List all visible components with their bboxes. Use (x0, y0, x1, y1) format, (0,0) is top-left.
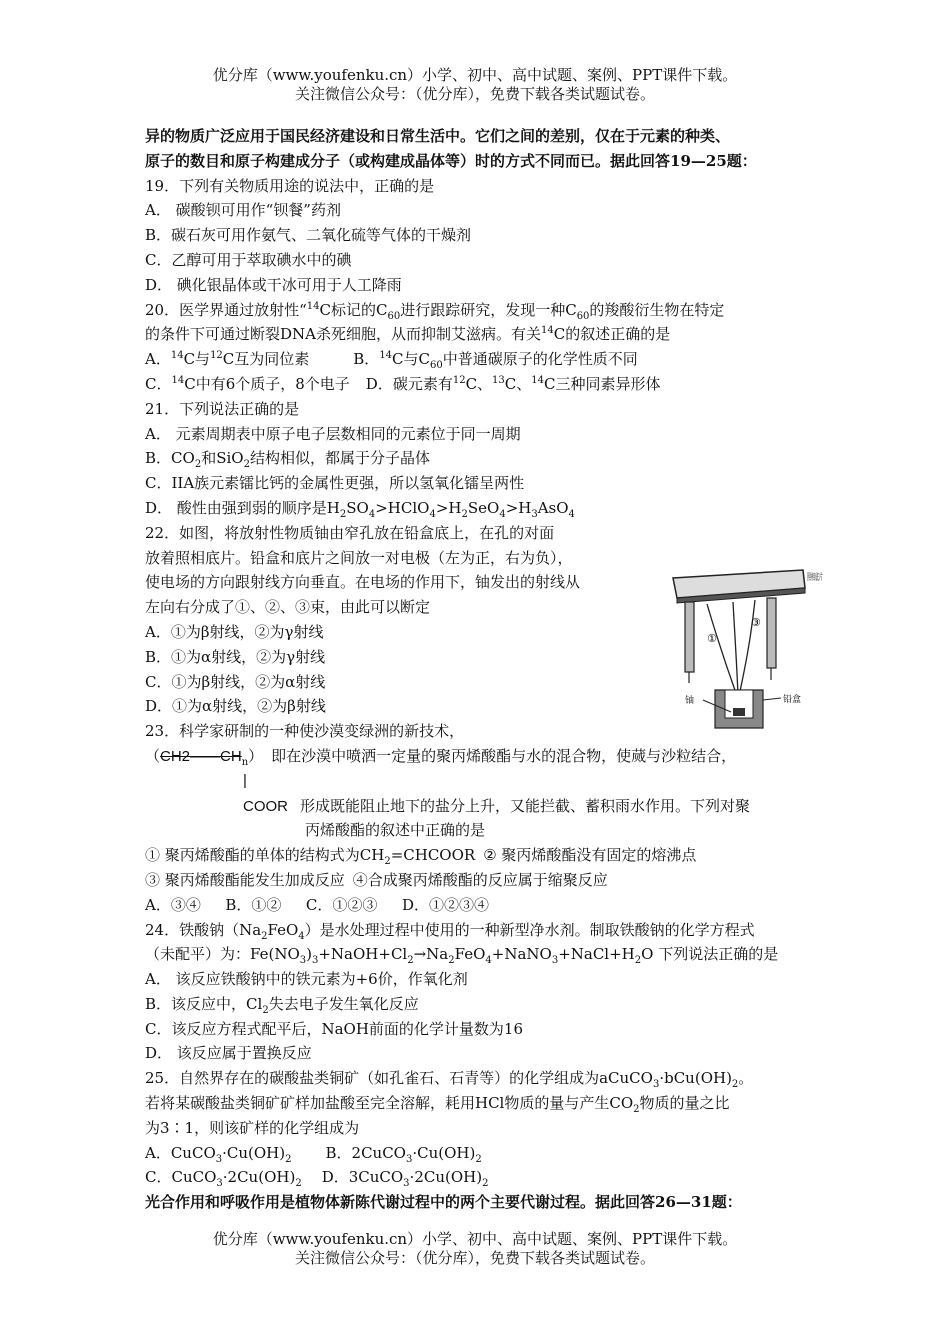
text: C．CuCO (145, 1168, 217, 1187)
text: D． 酸性由强到弱的顺序是H (145, 498, 340, 517)
text: >H (505, 498, 532, 517)
q20-options-ab (145, 347, 825, 372)
text: 中普通碳原子的化学性质不同 (442, 350, 638, 369)
q20-stem-line-1 (145, 298, 825, 323)
sup: 14 (306, 300, 320, 312)
page-header (0, 66, 950, 104)
q19-option-b: B．碳石灰可用作氨气、二氧化硫等气体的干燥剂 (145, 226, 472, 245)
sub: 3 (405, 1153, 413, 1165)
sub: 3 (403, 1178, 410, 1190)
q22-option-b: B．①为α射线，②为γ射线 (145, 647, 326, 666)
text: FeO (454, 945, 486, 964)
text: B． (353, 350, 380, 369)
text: →Na (413, 945, 449, 964)
text: ② 聚丙烯酸酯没有固定的熔沸点 (483, 846, 697, 865)
text: 形成既能阻止地下的盐分上升，又能拦截、蓄积雨水作用。下列对聚 (300, 796, 751, 815)
sub: 4 (485, 955, 492, 967)
sub: 4 (368, 508, 376, 520)
text: D．碳元素有 (365, 374, 453, 393)
header-line-1: 优分库（www.youfenku.cn）小学、初中、高中试题、案例、PPT课件下载。 (212, 66, 738, 84)
q23-answers: A．③④ B．①② C．①②③ D．①②③④ (145, 895, 489, 914)
q24-stem-line-2 (145, 942, 825, 967)
film-label: 照相底片 (807, 573, 844, 583)
sup: 14 (541, 325, 554, 337)
sub: 2 (262, 1004, 269, 1016)
text: 的羧酸衍生物在特定 (589, 300, 725, 319)
footer-line-1: 优分库（www.youfenku.cn）小学、初中、高中试题、案例、PPT课件下载。 (212, 1230, 738, 1248)
text: C与 (183, 350, 211, 369)
q19-stem: 19．下列有关物质用途的说法中，正确的是 (145, 176, 435, 195)
q25-stem-line-2 (145, 1091, 825, 1116)
q24-option-d: D． 该反应属于置换反应 (145, 1044, 312, 1063)
text: C的叙述正确的是 (553, 325, 671, 344)
text: 的条件下可通过断裂DNA杀死细胞，从而抑制艾滋病。有关 (145, 325, 541, 344)
text: ）是水处理过程中使用的一种新型净水剂。制取铁酸钠的化学方程式 (304, 920, 755, 939)
lead-box-pointer (763, 698, 781, 700)
sub: 4 (298, 930, 305, 942)
sub: 3 (311, 955, 319, 967)
q19-option-a: A． 碳酸钡可用作“钡餐”药剂 (145, 201, 341, 220)
sup: 13 (492, 374, 505, 386)
q22-option-a: A．①为β射线，②为γ射线 (145, 622, 324, 641)
text: C与C (392, 350, 431, 369)
sub: 2 (731, 1079, 739, 1091)
text: A．CuCO (145, 1143, 216, 1162)
text: 。 (738, 1069, 754, 1088)
intro-2: 光合作用和呼吸作用是植物体新陈代谢过程中的两个主要代谢过程。据此回答26—31题： (145, 1193, 742, 1212)
text: FeO (267, 920, 299, 939)
sub: 60 (576, 310, 590, 322)
sub: 2 (295, 1178, 302, 1190)
text: A． (145, 350, 171, 369)
text: ·2Cu(OH) (409, 1168, 483, 1187)
text: 25．自然界存在的碳酸盐类铜矿（如孔雀石、石青等）的化学组成为aCuCO (145, 1069, 653, 1088)
q22-option-c: C．①为β射线，②为α射线 (145, 672, 326, 691)
q20-stem-line-2 (145, 322, 825, 347)
sub: 3 (299, 955, 307, 967)
sup: 14 (531, 374, 544, 386)
text: ·Cu(OH) (222, 1143, 286, 1162)
text: （未配平）为：Fe(NO (145, 945, 300, 964)
text: O 下列说法正确的是 (641, 945, 779, 964)
text: 和SiO (201, 449, 244, 468)
sub: 4 (499, 508, 506, 520)
sub: 3 (216, 1178, 223, 1190)
sub: 2 (261, 930, 268, 942)
q22-stem-line-1: 22．如图，将放射性物质铀由窄孔放在铅盒底上，在孔的对面 (145, 523, 555, 542)
sup: 14 (170, 350, 184, 362)
text: C． (145, 374, 172, 393)
q19-option-d: D． 碘化银晶体或干冰可用于人工降雨 (145, 275, 402, 294)
sub: 2 (194, 459, 202, 471)
text: >H (435, 498, 462, 517)
sup: 12 (452, 374, 466, 386)
q21-option-b (145, 446, 825, 471)
text: C三种同素异形体 (544, 374, 661, 393)
polymer-sidechain: COOR (243, 797, 288, 815)
lead-box-label: 铅盒 (783, 695, 802, 705)
q20-options-cd (145, 372, 825, 397)
sup: 14 (379, 350, 393, 362)
text: +NaOH+Cl (318, 945, 408, 964)
text: >HClO (375, 498, 430, 517)
text: 若将某碳酸盐类铜矿矿样加盐酸至完全溶解，耗用HCl物质的量与产生CO (145, 1094, 634, 1113)
text: D．3CuCO (321, 1168, 404, 1187)
text: 即在沙漠中喷洒一定量的聚丙烯酸酯与水的混合物，使蒇与沙粒结合， (271, 746, 737, 765)
sub: 60 (387, 310, 401, 322)
text: B．该反应中，Cl (145, 994, 263, 1013)
text: 进行跟踪研究，发现一种C (400, 300, 577, 319)
text: C中有6个质子，8个电子 (184, 374, 350, 393)
intro-line-1: 异的物质广泛应用于国民经济建设和日常生活中。它们之间的差别，仅在于元素的种类、 (145, 127, 731, 145)
sub: 2 (243, 459, 250, 471)
q21-option-c: C．IIA族元素镭比钙的金属性更强，所以氢氧化镭呈两性 (145, 474, 525, 493)
text: C互为同位素 (222, 350, 310, 369)
text: （ (145, 746, 161, 765)
header-line-2: 关注微信公众号：（优分库），免费下载各类试题试卷。 (294, 85, 655, 103)
text: C、 (504, 374, 532, 393)
sub: 2 (448, 955, 455, 967)
text: ·2Cu(OH) (222, 1168, 296, 1187)
sub: 3 (531, 508, 538, 520)
footer-line-2: 关注微信公众号：（优分库），免费下载各类试题试卷。 (294, 1249, 655, 1267)
text: 物质的量之比 (639, 1094, 730, 1113)
text: +NaNO (491, 945, 552, 964)
q24-stem-line-1 (145, 918, 825, 943)
ray-1 (707, 604, 737, 696)
sup: 14 (171, 374, 185, 386)
q22-option-d: D．①为α射线，②为β射线 (145, 697, 326, 716)
text: 失去电子发生氧化反应 (268, 994, 419, 1013)
q24-option-a: A． 该反应铁酸钠中的铁元素为+6价，作氧化剂 (145, 970, 468, 989)
left-electrode (685, 602, 694, 672)
text: 20．医学界通过放射性“ (145, 300, 307, 319)
sub: 60 (430, 360, 443, 372)
right-electrode (767, 598, 776, 668)
text: ① 聚丙烯酸酯的单体的结构式为CH (145, 846, 385, 865)
text: B．2CuCO (325, 1143, 406, 1162)
ray-2 (733, 602, 738, 696)
q23-stem-line-4: 丙烯酸酯的叙述中正确的是 (305, 821, 486, 840)
polymer-unit: CH2——CH (160, 747, 242, 765)
text: C标记的C (319, 300, 388, 319)
q24-option-c: C．该反应方程式配平后，NaOH前面的化学计量数为16 (145, 1019, 524, 1038)
q22-stem-line-3: 使电场的方向跟射线方向垂直。在电场的作用下，铀发出的射线从 (145, 573, 581, 592)
ray-label-3: ③ (751, 616, 761, 629)
text: +NaCl+H (558, 945, 635, 964)
q23-options-34 (145, 868, 825, 893)
q25-stem-line-1 (145, 1066, 825, 1091)
q23-options-12 (145, 843, 825, 868)
sub: n (241, 756, 249, 768)
text: ） (248, 746, 264, 765)
ray-3 (739, 600, 755, 696)
sub: 4 (568, 508, 575, 520)
q22-stem-line-2: 放着照相底片。铅盒和底片之间放一对电极（左为正，右为负）， (145, 548, 573, 567)
text: ) (306, 945, 312, 964)
sup: 12 (210, 350, 223, 362)
sub: 3 (652, 1079, 660, 1091)
radiation-apparatus-figure (655, 568, 844, 738)
sub: 2 (482, 1178, 489, 1190)
sub: 2 (634, 955, 642, 967)
text: SO (346, 498, 369, 517)
q25-options-cd (145, 1165, 825, 1190)
q21-option-d (145, 496, 825, 521)
q25-options-ab (145, 1141, 825, 1166)
text: C、 (465, 374, 493, 393)
polymer-bond: | (243, 771, 247, 789)
q23-stem-line-1: 23．科学家研制的一种使沙漠变绿洲的新技术， (145, 722, 465, 741)
uranium-sample (733, 708, 745, 716)
text: ④合成聚丙烯酸酯的反应属于缩聚反应 (352, 870, 608, 889)
text: 结构相似，都属于分子晶体 (249, 449, 430, 468)
q19-option-c: C．乙醇可用于萃取碘水中的碘 (145, 250, 352, 269)
ray-label-1: ① (707, 632, 717, 645)
q25-stem-line-3: 为3∶1，则该矿样的化学组成为 (145, 1118, 360, 1137)
q22-stem-line-4: 左向右分成了①、②、③束，由此可以断定 (145, 598, 431, 617)
uranium-label: 铀 (685, 696, 695, 706)
text: ·Cu(OH) (412, 1143, 476, 1162)
sub: 2 (285, 1153, 292, 1165)
sub: 2 (407, 955, 414, 967)
page-footer (0, 1230, 950, 1268)
sub: 2 (461, 508, 468, 520)
q24-option-b (145, 992, 825, 1017)
sub: 4 (429, 508, 436, 520)
sub: 2 (633, 1104, 640, 1116)
q21-stem: 21．下列说法正确的是 (145, 399, 300, 418)
intro-line-2: 原子的数目和原子构建成分子（或构建成晶体等）时的方式不同而已。据此回答19—25题： (145, 151, 757, 170)
sub: 3 (551, 955, 559, 967)
q23-stem-line-3 (145, 794, 825, 819)
text: AsO (537, 498, 569, 517)
text: ③ 聚丙烯酸酯能发生加成反应 (145, 870, 345, 889)
q23-stem-line-2 (145, 744, 825, 769)
text: =CHCOOR (390, 846, 476, 865)
q21-option-a: A． 元素周期表中原子电子层数相同的元素位于同一周期 (145, 424, 521, 443)
text: ·bCu(OH) (659, 1069, 732, 1088)
text: SeO (467, 498, 500, 517)
sub: 2 (339, 508, 347, 520)
text: 24．铁酸钠（Na (145, 920, 262, 939)
sub: 2 (384, 856, 391, 868)
sub: 2 (475, 1153, 482, 1165)
text: B．CO (145, 449, 195, 468)
sub: 3 (215, 1153, 223, 1165)
